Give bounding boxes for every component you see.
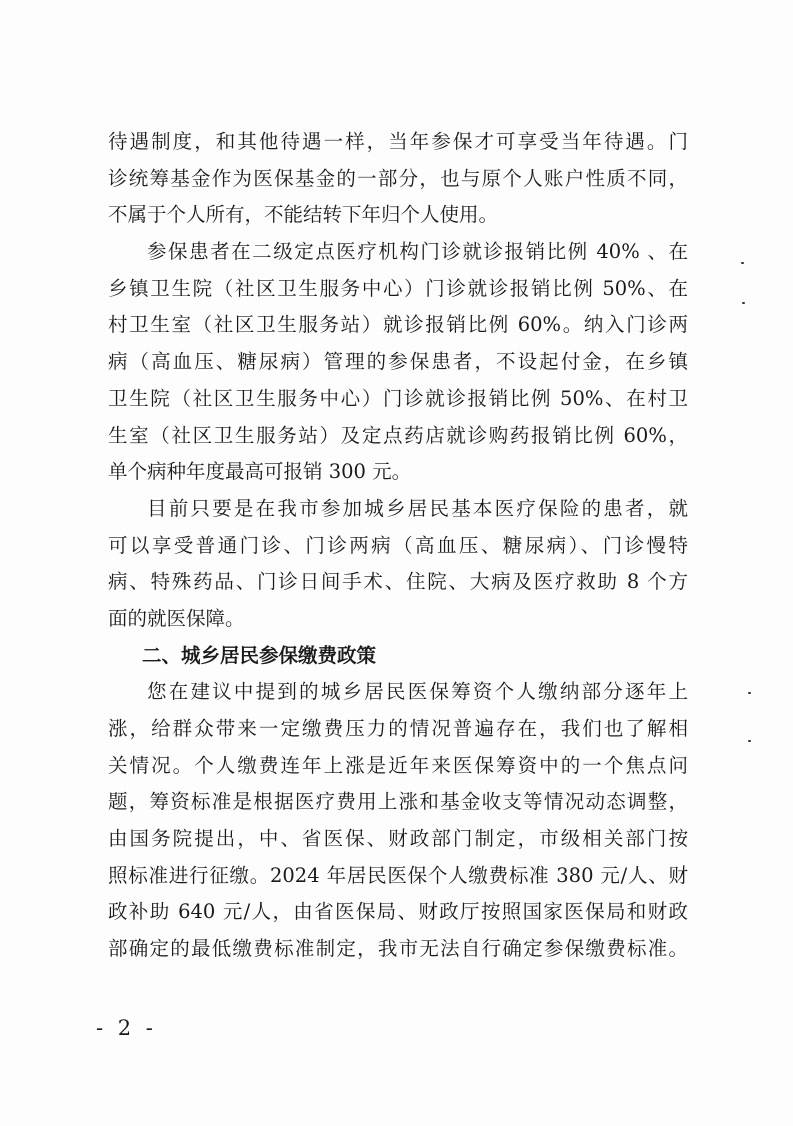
- paragraph-reimbursement-ratio: [108, 234, 688, 491]
- paragraph-payment-policy: [108, 674, 688, 968]
- text-line: 面的就医保障。: [108, 606, 245, 630]
- text-line: 关情况。个人缴费连年上涨是近年来医保筹资中的一个焦点问: [108, 753, 688, 777]
- text-line: 您在建议中提到的城乡居民医保筹资个人缴纳部分逐年上: [147, 680, 688, 704]
- document-body: [108, 124, 688, 968]
- text-line: 照标准进行征缴。2024 年居民医保个人缴费标准 380 元/人、财: [108, 863, 688, 887]
- text-line: 乡镇卫生院（社区卫生服务中心）门诊就诊报销比例 50%、在: [108, 276, 688, 300]
- text-line: 病、特殊药品、门诊日间手术、住院、大病及医疗救助 8 个方: [108, 570, 688, 594]
- scan-speck: [741, 262, 744, 264]
- text-line: 题，筹资标准是根据医疗费用上涨和基金收支等情况动态调整，: [108, 790, 688, 814]
- text-line: 诊统筹基金作为医保基金的一部分，也与原个人账户性质不同，: [108, 166, 688, 190]
- text-line: 政补助 640 元/人，由省医保局、财政厅按照国家医保局和财政: [108, 900, 688, 924]
- scan-speck: [748, 692, 751, 694]
- text-line: 待遇制度，和其他待遇一样，当年参保才可享受当年待遇。门: [108, 130, 688, 153]
- text-line: 可以享受普通门诊、门诊两病（高血压、糖尿病）、门诊慢特: [108, 533, 688, 557]
- text-line: 由国务院提出，中、省医保、财政部门制定，市级相关部门按: [108, 827, 688, 851]
- text-line: 村卫生室（社区卫生服务站）就诊报销比例 60%。纳入门诊两: [108, 313, 688, 337]
- text-line: 卫生院（社区卫生服务中心）门诊就诊报销比例 50%、在村卫: [108, 386, 688, 410]
- text-line: 参保患者在二级定点医疗机构门诊就诊报销比例 40% 、在: [147, 240, 688, 264]
- text-line: 生室（社区卫生服务站）及定点药店就诊购药报销比例 60%，: [108, 423, 688, 447]
- scan-speck: [748, 740, 751, 742]
- text-line: 涨，给群众带来一定缴费压力的情况普遍存在，我们也了解相: [108, 717, 688, 740]
- text-line: 不属于个人所有，不能结转下年归个人使用。: [108, 203, 499, 227]
- paragraph-medical-coverage: [108, 491, 688, 638]
- scan-speck: [742, 302, 745, 304]
- paragraph-treatment-system: [108, 124, 688, 234]
- section-heading: 二、城乡居民参保缴费政策: [142, 643, 377, 667]
- page-number: - 2 -: [96, 1016, 157, 1040]
- text-line: 部确定的最低缴费标准制定，我市无法自行确定参保缴费标准。: [108, 937, 688, 961]
- text-line: 病（高血压、糖尿病）管理的参保患者，不设起付金，在乡镇: [108, 350, 688, 374]
- text-line: 目前只要是在我市参加城乡居民基本医疗保险的患者，就: [147, 496, 688, 520]
- text-line: 单个病种年度最高可报销 300 元。: [108, 460, 412, 484]
